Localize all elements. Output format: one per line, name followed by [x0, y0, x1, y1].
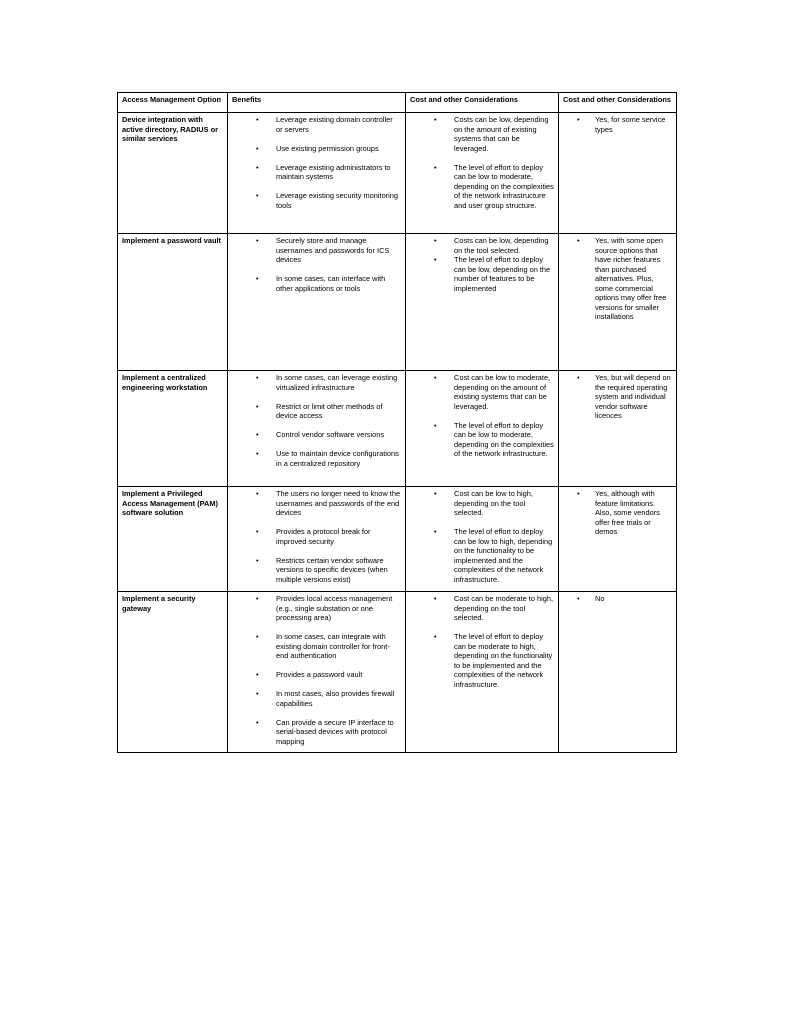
bullet-item: • The level of effort to deploy can be low to moderate, depending on the complexities of the network infrastructure and user group structure.	[410, 163, 554, 211]
bullet-item: • Control vendor software versions	[232, 430, 401, 440]
benefits-list	[232, 115, 401, 210]
bullet-item: • Costs can be low, depending on the tool selected.	[410, 236, 554, 255]
table-row	[118, 371, 677, 487]
bullet-item: • Yes, for some service types	[563, 115, 672, 134]
bullet-item: • Costs can be low, depending on the amount of existing systems that can be leveraged.	[410, 115, 554, 153]
bullet-item: • The level of effort to deploy can be low to high, depending on the functionality to be implemented and the complexities of the network infrastructure.	[410, 527, 554, 584]
bullet-item: • Cost can be moderate to high, depending on the tool selected.	[410, 594, 554, 623]
benefits-list	[232, 236, 401, 293]
bullet-item: • Cost can be low to high, depending on the tool selected.	[410, 489, 554, 518]
bullet-item: • Provides local access management (e.g., single substation or one processing area)	[232, 594, 401, 623]
cost-considerations-list	[410, 236, 554, 293]
cost-considerations-list	[410, 115, 554, 210]
table-header-row	[118, 93, 677, 113]
cost-considerations-cell	[406, 592, 559, 753]
header-benefits: Benefits	[228, 93, 406, 113]
benefits-cell	[228, 113, 406, 234]
bullet-item: • Provides a password vault	[232, 670, 401, 680]
bullet-item: • In some cases, can leverage existing virtualized infrastructure	[232, 373, 401, 392]
other-considerations-list	[563, 594, 672, 604]
bullet-item: • Can provide a secure IP interface to serial-based devices with protocol mapping	[232, 718, 401, 747]
option-cell: Implement a security gateway	[118, 592, 228, 753]
cost-considerations-list	[410, 594, 554, 689]
benefits-list	[232, 594, 401, 746]
header-cost-considerations: Cost and other Considerations	[406, 93, 559, 113]
bullet-item: • Use to maintain device configurations in a centralized repository	[232, 449, 401, 468]
other-considerations-list	[563, 489, 672, 537]
bullet-item: • Restrict or limit other methods of device access	[232, 402, 401, 421]
option-cell: Implement a password vault	[118, 234, 228, 371]
bullet-item: • Yes, but will depend on the required operating system and individual vendor software licences	[563, 373, 672, 421]
cost-considerations-cell	[406, 234, 559, 371]
cost-considerations-list	[410, 489, 554, 584]
bullet-item: • Securely store and manage usernames and passwords for ICS devices	[232, 236, 401, 265]
benefits-cell	[228, 487, 406, 592]
bullet-item: • No	[563, 594, 672, 604]
benefits-cell	[228, 371, 406, 487]
bullet-item: • Use existing permission groups	[232, 144, 401, 154]
benefits-list	[232, 373, 401, 468]
header-other-considerations: Cost and other Considerations	[559, 93, 677, 113]
other-considerations-cell	[559, 371, 677, 487]
bullet-item: • Leverage existing security monitoring tools	[232, 191, 401, 210]
table-row	[118, 113, 677, 234]
option-cell: Device integration with active directory, RADIUS or similar services	[118, 113, 228, 234]
bullet-item: • The level of effort to deploy can be moderate to high, depending on the functionality to be implemented and the complexities of the network infrastructure.	[410, 632, 554, 689]
bullet-item: • Leverage existing domain controller or servers	[232, 115, 401, 134]
bullet-item: • Yes, with some open source options that have richer features than purchased alternatives. Plus, some commercial options may offer free versions for smaller installations	[563, 236, 672, 322]
bullet-item: • The users no longer need to know the usernames and passwords of the end devices	[232, 489, 401, 518]
bullet-item: • Yes, although with feature limitations. Also, some vendors offer free trials or demos	[563, 489, 672, 537]
other-considerations-cell	[559, 592, 677, 753]
cost-considerations-cell	[406, 113, 559, 234]
bullet-item: • In most cases, also provides firewall capabilities	[232, 689, 401, 708]
option-cell: Implement a centralized engineering workstation	[118, 371, 228, 487]
bullet-item: • Provides a protocol break for improved security	[232, 527, 401, 546]
table-row	[118, 592, 677, 753]
bullet-item: • The level of effort to deploy can be low to moderate, depending on the complexities of the network infrastructure.	[410, 421, 554, 459]
bullet-item: • Restricts certain vendor software versions to specific devices (when multiple versions exist)	[232, 556, 401, 585]
benefits-cell	[228, 592, 406, 753]
cost-considerations-cell	[406, 487, 559, 592]
bullet-item: • The level of effort to deploy can be low, depending on the number of features to be implemented	[410, 255, 554, 293]
table-row	[118, 234, 677, 371]
other-considerations-cell	[559, 113, 677, 234]
other-considerations-list	[563, 373, 672, 421]
other-considerations-list	[563, 115, 672, 134]
bullet-item: • In some cases, can integrate with existing domain controller for front-end authentication	[232, 632, 401, 661]
benefits-cell	[228, 234, 406, 371]
option-cell: Implement a Privileged Access Management (PAM) software solution	[118, 487, 228, 592]
other-considerations-cell	[559, 487, 677, 592]
cost-considerations-cell	[406, 371, 559, 487]
bullet-item: • Leverage existing administrators to maintain systems	[232, 163, 401, 182]
other-considerations-list	[563, 236, 672, 322]
other-considerations-cell	[559, 234, 677, 371]
header-access-management-option: Access Management Option	[118, 93, 228, 113]
cost-considerations-list	[410, 373, 554, 459]
bullet-item: • In some cases, can interface with other applications or tools	[232, 274, 401, 293]
table-row	[118, 487, 677, 592]
benefits-list	[232, 489, 401, 584]
access-management-table	[117, 92, 677, 753]
bullet-item: • Cost can be low to moderate, depending on the amount of existing systems that can be leveraged.	[410, 373, 554, 411]
